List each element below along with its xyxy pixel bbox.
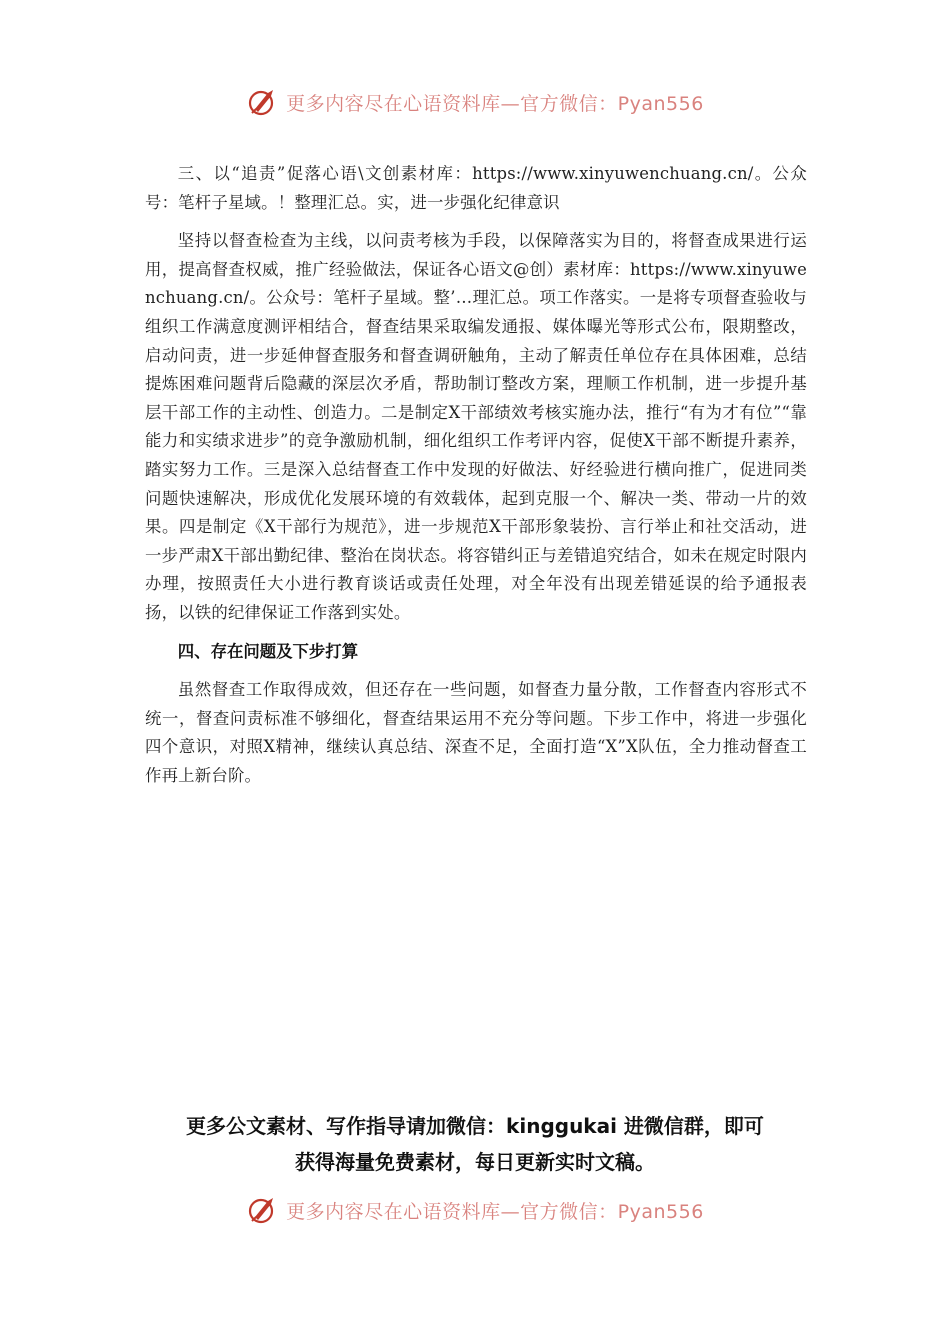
footer-note-line-1: 更多公文素材、写作指导请加微信：kinggukai 进微信群，即可 <box>186 1114 764 1138</box>
footer-banner <box>0 1190 950 1230</box>
banner-text <box>286 1197 704 1224</box>
paragraph-section-3: 三、以“追责”促落心语\文创素材库：https://www.xinyuwenchuang.cn/。公众号：笔杆子星域。！整理汇总。实，进一步强化纪律意识 <box>145 164 807 212</box>
paragraph-supervision-results: 坚持以督查检查为主线，以问责考核为手段，以保障落实为目的，将督查成果进行运用，提高督查权威，推广经验做法，保证各心语文@创）素材库：https://www.xinyuwenchuang.cn/。公众号：笔杆子星域。整’…理汇总。项工作落实。一是将专项督查验收与组织工作满意度测评相结合，督查结果采取编发通报、媒体曝光等形式公布，限期整改，启动问责，进一步延伸督查服务和督查调研触角，主动了解责任单位存在具体困难，总结提炼困难问题背后隐藏的深层次矛盾，帮助制订整改方案，理顺工作机制，进一步提升基层干部工作的主动性、创造力。二是制定X干部绩效考核实施办法，推行“有为才有位”“靠能力和实绩求进步”的竞争激励机制，细化组织工作考评内容，促使X干部不断提升素养，踏实努力工作。三是深入总结督查工作中发现的好做法、好经验进行横向推广，促进同类问题快速解决，形成优化发展环境的有效载体，起到克服一个、解决一类、带动一片的效果。四是制定《X干部行为规范》，进一步规范X干部形象装扮、言行举止和社交活动，进一步严肃X干部出勤纪律、整治在岗状态。将容错纠正与差错追究结合，如未在规定时限内办理，按照责任大小进行教育谈话或责任处理，对全年没有出现差错延误的给予通报表扬，以铁的纪律保证工作落到实处。 <box>145 231 807 622</box>
paragraph-problems-next-steps: 虽然督查工作取得成效，但还存在一些问题，如督查力量分散，工作督查内容形式不统一，督查问责标准不够细化，督查结果运用不充分等问题。下步工作中，将进一步强化四个意识，对照X精神，继续认真总结、深查不足，全面打造“X”X队伍，全力推动督查工作再上新台阶。 <box>145 680 807 785</box>
banner-wechat-id: Pyan556 <box>617 1200 704 1223</box>
pen-nib-logo-icon <box>246 85 280 119</box>
document-body <box>145 160 807 800</box>
banner-text <box>286 89 704 116</box>
footer-note <box>0 1108 950 1180</box>
pen-nib-logo-icon <box>246 1193 280 1227</box>
section-heading-4: 四、存在问题及下步打算 <box>177 641 359 661</box>
header-banner <box>0 82 950 122</box>
banner-title: 更多内容尽在心语资料库—官方微信： <box>286 1200 618 1223</box>
banner-title: 更多内容尽在心语资料库—官方微信： <box>286 92 618 115</box>
footer-note-line-2: 获得海量免费素材，每日更新实时文稿。 <box>295 1150 655 1174</box>
banner-wechat-id: Pyan556 <box>617 92 704 115</box>
